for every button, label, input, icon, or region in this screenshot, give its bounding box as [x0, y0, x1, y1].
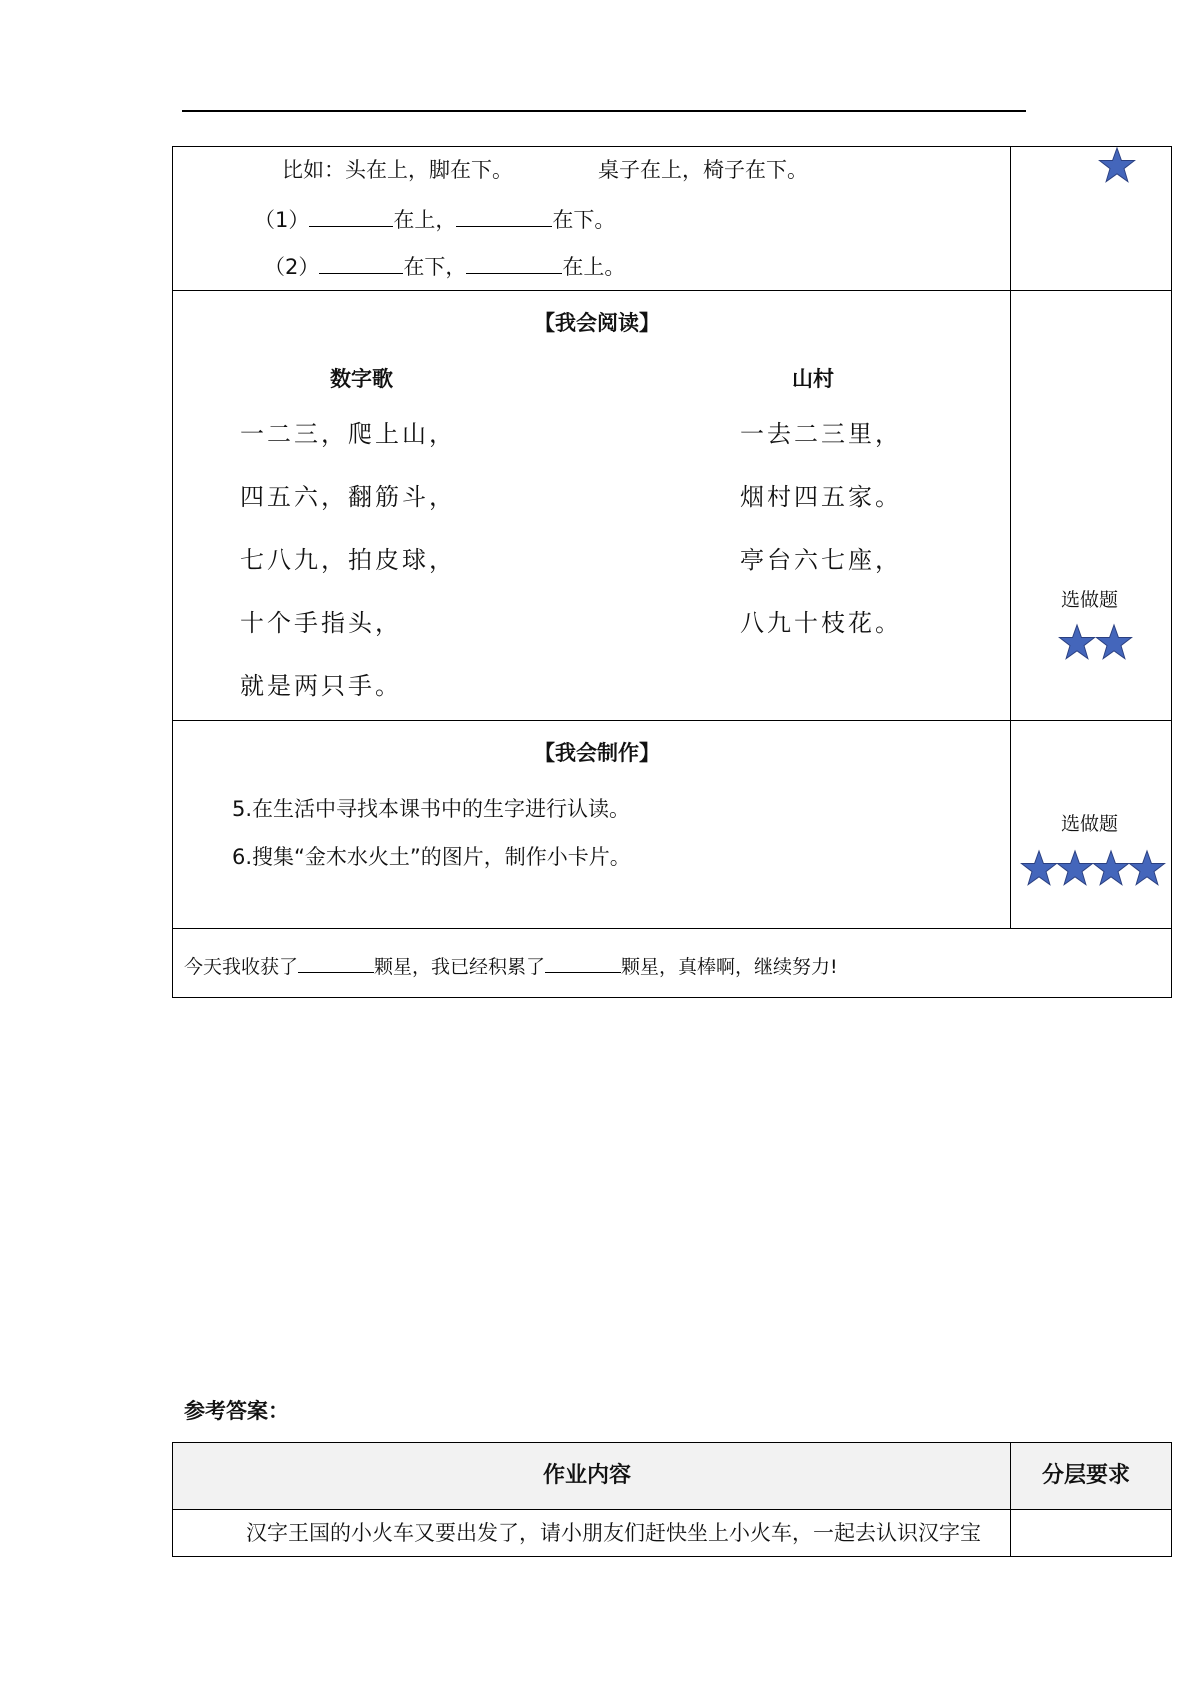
poem2-line: 八九十枝花。: [740, 609, 902, 637]
section-title-reading: 【我会阅读】: [534, 311, 660, 335]
summary-part-2: 颗星，我已经积累了: [374, 956, 546, 978]
poem1-line: 十个手指头，: [240, 609, 402, 637]
example-sentence-2: 桌子在上，椅子在下。: [598, 158, 808, 182]
poem1-line: 一二三，爬上山，: [240, 420, 456, 448]
poem2-line: 一去二三里，: [740, 420, 902, 448]
fill-item-2-number: （2）: [264, 255, 320, 279]
answer-blank[interactable]: [466, 255, 562, 274]
fill-item-2-end: 在上。: [562, 255, 626, 279]
poem-title-shancun: 山村: [792, 367, 834, 391]
answer-blank[interactable]: [319, 255, 403, 274]
poem2-line: 亭台六七座，: [740, 546, 902, 574]
header-rule: [182, 110, 1026, 112]
answers-col1-header: 作业内容: [543, 1463, 632, 1488]
star-icon: [1095, 623, 1133, 661]
example-sentence: 比如：头在上，脚在下。: [282, 158, 513, 182]
fill-item-2-mid: 在下，: [403, 255, 467, 279]
stars-total-blank[interactable]: [545, 956, 621, 973]
stars-earned-blank[interactable]: [298, 956, 374, 973]
answers-col2-header: 分层要求: [1042, 1463, 1131, 1488]
summary-part-3: 颗星，真棒啊，继续努力!: [621, 956, 838, 978]
section-title-making: 【我会制作】: [534, 741, 660, 765]
summary-part-1: 今天我收获了: [184, 956, 299, 978]
task-6: 6.搜集“金木水火土”的图片，制作小卡片。: [232, 845, 631, 869]
fill-item-1-number: （1）: [254, 208, 310, 232]
fill-item-1: [254, 208, 615, 231]
column-divider: [1010, 1443, 1011, 1556]
fill-item-1-mid: 在上，: [393, 208, 457, 232]
star-icon: [1098, 146, 1136, 184]
poem1-line: 四五六，翻筋斗，: [240, 483, 456, 511]
level-label: 选做题: [1061, 813, 1119, 835]
star-icon: [1020, 849, 1058, 887]
poem1-line: 就是两只手。: [240, 672, 402, 700]
answers-row1-text: 汉字王国的小火车又要出发了，请小朋友们赶快坐上小火车，一起去认识汉字宝: [246, 1521, 981, 1545]
poem-title-shuzige: 数字歌: [330, 367, 393, 391]
row-divider: [173, 1509, 1171, 1510]
star-summary: [184, 956, 838, 977]
row-divider: [173, 290, 1171, 291]
star-icon: [1056, 849, 1094, 887]
star-icon: [1128, 849, 1166, 887]
row-divider: [173, 928, 1171, 929]
answers-heading: 参考答案：: [184, 1399, 289, 1423]
column-divider: [1010, 147, 1011, 928]
fill-item-2: [264, 255, 625, 278]
row-divider: [173, 720, 1171, 721]
star-icon: [1092, 849, 1130, 887]
answer-blank[interactable]: [309, 208, 393, 227]
poem1-line: 七八九，拍皮球，: [240, 546, 456, 574]
poem2-line: 烟村四五家。: [740, 483, 902, 511]
level-label: 选做题: [1061, 589, 1119, 611]
star-icon: [1058, 623, 1096, 661]
task-5: 5.在生活中寻找本课书中的生字进行认读。: [232, 797, 631, 821]
answer-blank[interactable]: [456, 208, 552, 227]
answers-header-bg: [173, 1443, 1171, 1509]
fill-item-1-end: 在下。: [552, 208, 616, 232]
